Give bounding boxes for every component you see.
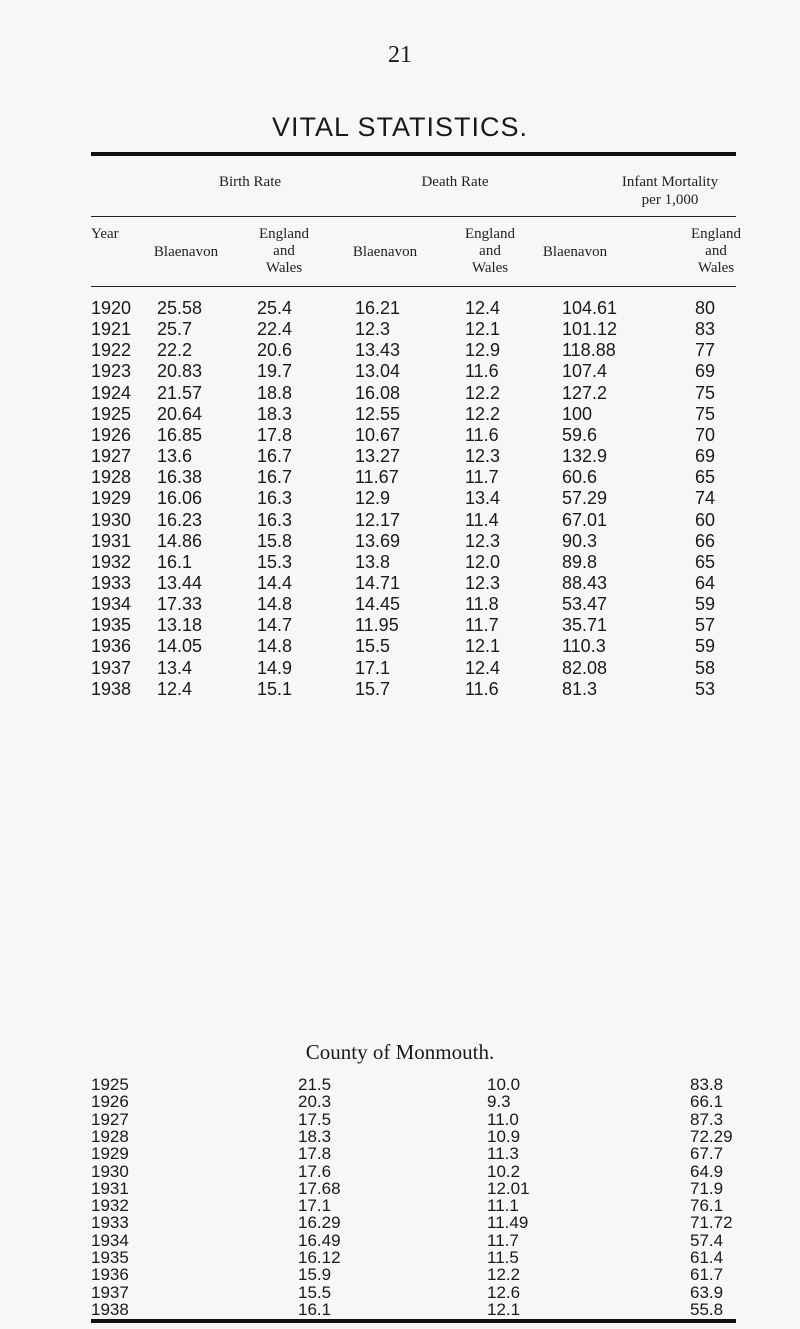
blaenavon-birth-cell: 16.1 bbox=[157, 551, 193, 572]
page-number: 21 bbox=[388, 42, 412, 68]
year-cell: 1922 bbox=[91, 340, 132, 361]
ew-death-cell: 11.4 bbox=[465, 509, 499, 530]
blaenavon-birth-cell: 16.06 bbox=[157, 488, 203, 509]
birth-rate-cell: 21.5 bbox=[298, 1075, 332, 1094]
infant-mortality-cell: 55.8 bbox=[690, 1299, 724, 1319]
ew-birth-cell: 16.7 bbox=[257, 446, 293, 467]
birth-rate-cell: 20.3 bbox=[298, 1092, 332, 1112]
infant-mortality-cell: 61.7 bbox=[690, 1265, 724, 1285]
ew-infant-cell: 75 bbox=[695, 403, 716, 424]
blaenavon-infant-cell: 67.01 bbox=[562, 509, 608, 530]
blaenavon-infant-cell: 60.6 bbox=[562, 467, 598, 488]
ew-infant-cell: 75 bbox=[695, 382, 716, 403]
year-cell: 1937 bbox=[91, 657, 132, 678]
year-cell: 1921 bbox=[91, 319, 132, 340]
blaenavon-infant-cell: 110.3 bbox=[562, 636, 606, 657]
death-rate-cell: 11.0 bbox=[487, 1109, 519, 1129]
table-row bbox=[0, 594, 800, 615]
ew-infant-cell: 53 bbox=[695, 678, 716, 699]
ew-line1: England bbox=[259, 226, 309, 242]
blaenavon-birth-cell: 20.64 bbox=[157, 403, 203, 424]
blaenavon-infant-cell: 101.12 bbox=[562, 319, 618, 340]
death-rate-cell: 11.49 bbox=[487, 1213, 529, 1233]
blaenavon-death-cell: 12.9 bbox=[355, 488, 391, 509]
blaenavon-birth-cell: 13.4 bbox=[157, 657, 193, 678]
ew-line3: Wales bbox=[265, 260, 303, 276]
birth-rate-cell: 18.3 bbox=[298, 1126, 332, 1146]
infant-mortality-cell: 87.3 bbox=[690, 1109, 724, 1129]
ew-infant-cell: 65 bbox=[695, 551, 716, 572]
year-cell: 1927 bbox=[91, 446, 132, 467]
year-cell: 1928 bbox=[91, 1126, 129, 1146]
blaenavon-infant-cell: 53.47 bbox=[562, 594, 608, 615]
year-cell: 1936 bbox=[91, 1265, 129, 1285]
year-cell: 1932 bbox=[91, 551, 132, 572]
ew-infant-cell: 83 bbox=[695, 319, 716, 340]
table-row bbox=[0, 552, 800, 573]
birth-rate-cell: 17.8 bbox=[298, 1144, 332, 1164]
blaenavon-infant-cell: 57.29 bbox=[562, 488, 608, 509]
ew-death-cell: 12.4 bbox=[465, 657, 501, 678]
ew-death-cell: 11.6 bbox=[465, 424, 499, 445]
table-row bbox=[0, 446, 800, 467]
ew-death-cell: 12.3 bbox=[465, 446, 501, 467]
year-cell: 1931 bbox=[91, 530, 132, 551]
year-cell: 1938 bbox=[91, 1299, 129, 1319]
blaenavon-infant-cell: 82.08 bbox=[562, 657, 608, 678]
blaenavon-infant-header: Blaenavon bbox=[542, 244, 608, 260]
birth-rate-header: Birth Rate bbox=[218, 174, 282, 190]
ew-birth-cell: 15.1 bbox=[257, 678, 293, 699]
birth-rate-cell: 16.49 bbox=[298, 1230, 341, 1250]
death-rate-cell: 12.2 bbox=[487, 1265, 521, 1285]
blaenavon-birth-cell: 13.44 bbox=[157, 572, 203, 593]
ew-death-cell: 11.7 bbox=[465, 467, 499, 488]
death-rate-cell: 10.2 bbox=[487, 1161, 521, 1181]
ew-infant-cell: 77 bbox=[695, 340, 716, 361]
year-cell: 1927 bbox=[91, 1109, 129, 1129]
year-cell: 1929 bbox=[91, 1144, 129, 1164]
blaenavon-death-cell: 17.1 bbox=[355, 657, 391, 678]
death-rate-cell: 12.01 bbox=[487, 1178, 530, 1198]
death-rate-cell: 11.7 bbox=[487, 1230, 519, 1250]
blaenavon-infant-cell: 89.8 bbox=[562, 551, 598, 572]
table-row bbox=[0, 679, 800, 700]
blaenavon-death-cell: 15.5 bbox=[355, 636, 391, 657]
table-row bbox=[0, 383, 800, 404]
infant-mortality-cell: 71.9 bbox=[690, 1178, 724, 1198]
blaenavon-infant-cell: 59.6 bbox=[562, 424, 598, 445]
year-cell: 1925 bbox=[91, 403, 132, 424]
blaenavon-infant-cell: 88.43 bbox=[562, 572, 608, 593]
infant-mortality-unit: per 1,000 bbox=[641, 192, 699, 208]
ew-line3: Wales bbox=[697, 260, 735, 276]
blaenavon-infant-cell: 100 bbox=[562, 403, 593, 424]
ew-birth-cell: 17.8 bbox=[257, 424, 293, 445]
blaenavon-birth-cell: 22.2 bbox=[157, 340, 193, 361]
death-rate-cell: 10.0 bbox=[487, 1075, 521, 1094]
year-cell: 1938 bbox=[91, 678, 132, 699]
ew-death-cell: 13.4 bbox=[465, 488, 501, 509]
bottom-rule-visible bbox=[91, 1319, 736, 1323]
ew-line3: Wales bbox=[471, 260, 509, 276]
table-row bbox=[0, 636, 800, 657]
blaenavon-infant-cell: 90.3 bbox=[562, 530, 598, 551]
table-row bbox=[0, 467, 800, 488]
ew-infant-cell: 70 bbox=[695, 424, 716, 445]
ew-birth-cell: 19.7 bbox=[257, 361, 293, 382]
ew-death-cell: 12.9 bbox=[465, 340, 501, 361]
header-rule-1 bbox=[91, 216, 736, 217]
blaenavon-death-header: Blaenavon bbox=[352, 244, 418, 260]
table-row bbox=[0, 1300, 800, 1321]
blaenavon-birth-cell: 16.38 bbox=[157, 467, 203, 488]
ew-birth-cell: 14.9 bbox=[257, 657, 293, 678]
infant-mortality-cell: 64.9 bbox=[690, 1161, 724, 1181]
ew-birth-cell: 25.4 bbox=[257, 298, 293, 318]
death-rate-header: Death Rate bbox=[421, 174, 489, 190]
blaenavon-infant-cell: 132.9 bbox=[562, 446, 608, 467]
year-cell: 1935 bbox=[91, 1248, 129, 1267]
blaenavon-death-cell: 16.21 bbox=[355, 298, 401, 318]
year-cell: 1934 bbox=[91, 1230, 129, 1250]
blaenavon-death-cell: 16.08 bbox=[355, 382, 401, 403]
ew-death-cell: 12.3 bbox=[465, 530, 501, 551]
death-rate-cell: 12.6 bbox=[487, 1282, 521, 1302]
infant-mortality-cell: 71.72 bbox=[690, 1213, 733, 1233]
infant-mortality-header: Infant Mortality bbox=[621, 174, 719, 190]
ew-death-cell: 11.6 bbox=[465, 678, 499, 699]
blaenavon-death-cell: 12.55 bbox=[355, 403, 401, 424]
ew-infant-header bbox=[676, 226, 756, 277]
table-row bbox=[0, 404, 800, 425]
table-row bbox=[0, 615, 800, 636]
table-row bbox=[0, 531, 800, 552]
birth-rate-cell: 16.12 bbox=[298, 1248, 341, 1267]
ew-infant-cell: 69 bbox=[695, 446, 716, 467]
ew-birth-cell: 18.8 bbox=[257, 382, 293, 403]
year-cell: 1933 bbox=[91, 572, 132, 593]
birth-rate-cell: 15.5 bbox=[298, 1282, 332, 1302]
blaenavon-death-cell: 12.3 bbox=[355, 319, 391, 340]
year-cell: 1930 bbox=[91, 1161, 129, 1181]
blaenavon-death-cell: 13.8 bbox=[355, 551, 391, 572]
infant-mortality-cell: 66.1 bbox=[690, 1092, 724, 1112]
table-row bbox=[0, 658, 800, 679]
birth-rate-cell: 17.5 bbox=[298, 1109, 332, 1129]
table-row bbox=[0, 573, 800, 594]
ew-birth-cell: 15.8 bbox=[257, 530, 293, 551]
ew-death-cell: 12.2 bbox=[465, 382, 501, 403]
ew-birth-cell: 15.3 bbox=[257, 551, 293, 572]
table-row bbox=[0, 319, 800, 340]
blaenavon-infant-cell: 107.4 bbox=[562, 361, 608, 382]
ew-death-cell: 12.1 bbox=[465, 636, 501, 657]
year-cell: 1920 bbox=[91, 298, 132, 318]
ew-death-cell: 11.7 bbox=[465, 615, 499, 636]
blaenavon-birth-cell: 25.58 bbox=[157, 298, 203, 318]
ew-birth-cell: 18.3 bbox=[257, 403, 293, 424]
death-rate-cell: 11.5 bbox=[487, 1248, 519, 1267]
table-row bbox=[0, 298, 800, 319]
ew-infant-cell: 65 bbox=[695, 467, 716, 488]
table-row bbox=[0, 510, 800, 531]
ew-death-header bbox=[450, 226, 530, 277]
blaenavon-birth-cell: 13.18 bbox=[157, 615, 203, 636]
death-rate-cell: 9.3 bbox=[487, 1092, 511, 1112]
ew-birth-cell: 14.7 bbox=[257, 615, 293, 636]
blaenavon-death-cell: 11.67 bbox=[355, 467, 399, 488]
blaenavon-birth-cell: 14.86 bbox=[157, 530, 203, 551]
year-cell: 1937 bbox=[91, 1282, 129, 1302]
birth-rate-cell: 17.1 bbox=[298, 1196, 332, 1216]
ew-death-cell: 12.3 bbox=[465, 572, 501, 593]
ew-infant-cell: 69 bbox=[695, 361, 716, 382]
ew-birth-cell: 20.6 bbox=[257, 340, 293, 361]
blaenavon-birth-cell: 16.23 bbox=[157, 509, 203, 530]
year-cell: 1924 bbox=[91, 382, 132, 403]
table-row bbox=[0, 361, 800, 382]
table-row bbox=[0, 425, 800, 446]
blaenavon-infant-cell: 35.71 bbox=[562, 615, 608, 636]
ew-line1: England bbox=[465, 226, 515, 242]
blaenavon-death-cell: 13.04 bbox=[355, 361, 401, 382]
infant-mortality-cell: 63.9 bbox=[690, 1282, 724, 1302]
infant-mortality-cell: 57.4 bbox=[690, 1230, 724, 1250]
ew-death-cell: 12.2 bbox=[465, 403, 501, 424]
header-rule-2 bbox=[91, 286, 736, 287]
infant-mortality-cell: 61.4 bbox=[690, 1248, 724, 1267]
birth-rate-cell: 16.29 bbox=[298, 1213, 341, 1233]
year-cell: 1926 bbox=[91, 424, 132, 445]
ew-line2: and bbox=[705, 243, 727, 259]
table-row bbox=[0, 340, 800, 361]
blaenavon-death-cell: 13.69 bbox=[355, 530, 401, 551]
ew-birth-cell: 14.8 bbox=[257, 594, 293, 615]
birth-rate-cell: 17.6 bbox=[298, 1161, 332, 1181]
birth-rate-cell: 17.68 bbox=[298, 1178, 341, 1198]
ew-infant-cell: 74 bbox=[695, 488, 716, 509]
year-cell: 1930 bbox=[91, 509, 132, 530]
ew-birth-cell: 16.3 bbox=[257, 488, 293, 509]
year-cell: 1926 bbox=[91, 1092, 129, 1112]
birth-rate-cell: 15.9 bbox=[298, 1265, 332, 1285]
ew-death-cell: 11.8 bbox=[465, 594, 499, 615]
death-rate-cell: 10.9 bbox=[487, 1126, 521, 1146]
infant-mortality-cell: 67.7 bbox=[690, 1144, 724, 1164]
birth-rate-cell: 16.1 bbox=[298, 1299, 332, 1319]
blaenavon-birth-cell: 16.85 bbox=[157, 424, 203, 445]
year-cell: 1925 bbox=[91, 1075, 129, 1094]
infant-mortality-cell: 83.8 bbox=[690, 1075, 724, 1094]
year-cell: 1928 bbox=[91, 467, 132, 488]
monmouth-title: County of Monmouth. bbox=[305, 1040, 495, 1064]
blaenavon-death-cell: 13.43 bbox=[355, 340, 401, 361]
blaenavon-death-cell: 15.7 bbox=[355, 678, 391, 699]
year-cell: 1934 bbox=[91, 594, 132, 615]
ew-birth-cell: 14.8 bbox=[257, 636, 293, 657]
death-rate-cell: 11.1 bbox=[487, 1196, 519, 1216]
blaenavon-birth-header: Blaenavon bbox=[153, 244, 219, 260]
year-cell: 1931 bbox=[91, 1178, 129, 1198]
blaenavon-death-cell: 13.27 bbox=[355, 446, 401, 467]
blaenavon-infant-cell: 104.61 bbox=[562, 298, 618, 318]
ew-birth-cell: 16.7 bbox=[257, 467, 293, 488]
blaenavon-death-cell: 10.67 bbox=[355, 424, 401, 445]
ew-infant-cell: 64 bbox=[695, 572, 716, 593]
ew-birth-cell: 16.3 bbox=[257, 509, 293, 530]
ew-infant-cell: 57 bbox=[695, 615, 716, 636]
ew-infant-cell: 59 bbox=[695, 594, 716, 615]
blaenavon-birth-cell: 17.33 bbox=[157, 594, 203, 615]
year-header: Year bbox=[91, 226, 119, 242]
ew-death-cell: 12.0 bbox=[465, 551, 501, 572]
year-cell: 1929 bbox=[91, 488, 132, 509]
blaenavon-death-cell: 11.95 bbox=[355, 615, 399, 636]
ew-death-cell: 12.1 bbox=[465, 319, 501, 340]
ew-line2: and bbox=[273, 243, 295, 259]
infant-mortality-cell: 76.1 bbox=[690, 1196, 724, 1216]
blaenavon-death-cell: 14.71 bbox=[355, 572, 401, 593]
blaenavon-death-cell: 14.45 bbox=[355, 594, 401, 615]
ew-birth-cell: 14.4 bbox=[257, 572, 293, 593]
ew-death-cell: 12.4 bbox=[465, 298, 501, 318]
top-rule bbox=[91, 152, 736, 156]
ew-death-cell: 11.6 bbox=[465, 361, 499, 382]
year-cell: 1935 bbox=[91, 615, 132, 636]
blaenavon-birth-cell: 25.7 bbox=[157, 319, 193, 340]
year-cell: 1936 bbox=[91, 636, 132, 657]
blaenavon-death-cell: 12.17 bbox=[355, 509, 401, 530]
blaenavon-birth-cell: 21.57 bbox=[157, 382, 203, 403]
ew-birth-cell: 22.4 bbox=[257, 319, 293, 340]
year-cell: 1923 bbox=[91, 361, 132, 382]
ew-infant-cell: 66 bbox=[695, 530, 716, 551]
ew-infant-cell: 59 bbox=[695, 636, 716, 657]
ew-line2: and bbox=[479, 243, 501, 259]
blaenavon-infant-cell: 118.88 bbox=[562, 340, 616, 361]
ew-infant-cell: 80 bbox=[695, 298, 716, 318]
infant-mortality-cell: 72.29 bbox=[690, 1126, 733, 1146]
ew-birth-header bbox=[244, 226, 324, 277]
blaenavon-birth-cell: 14.05 bbox=[157, 636, 203, 657]
year-cell: 1932 bbox=[91, 1196, 129, 1216]
blaenavon-birth-cell: 20.83 bbox=[157, 361, 203, 382]
blaenavon-birth-cell: 13.6 bbox=[157, 446, 193, 467]
blaenavon-birth-cell: 12.4 bbox=[157, 678, 193, 699]
table-row bbox=[0, 488, 800, 509]
death-rate-cell: 11.3 bbox=[487, 1144, 519, 1164]
year-cell: 1933 bbox=[91, 1213, 129, 1233]
blaenavon-infant-cell: 81.3 bbox=[562, 678, 598, 699]
page-title: VITAL STATISTICS. bbox=[271, 112, 529, 142]
ew-infant-cell: 60 bbox=[695, 509, 716, 530]
blaenavon-infant-cell: 127.2 bbox=[562, 382, 608, 403]
ew-infant-cell: 58 bbox=[695, 657, 716, 678]
ew-line1: England bbox=[691, 226, 741, 242]
death-rate-cell: 12.1 bbox=[487, 1299, 521, 1319]
